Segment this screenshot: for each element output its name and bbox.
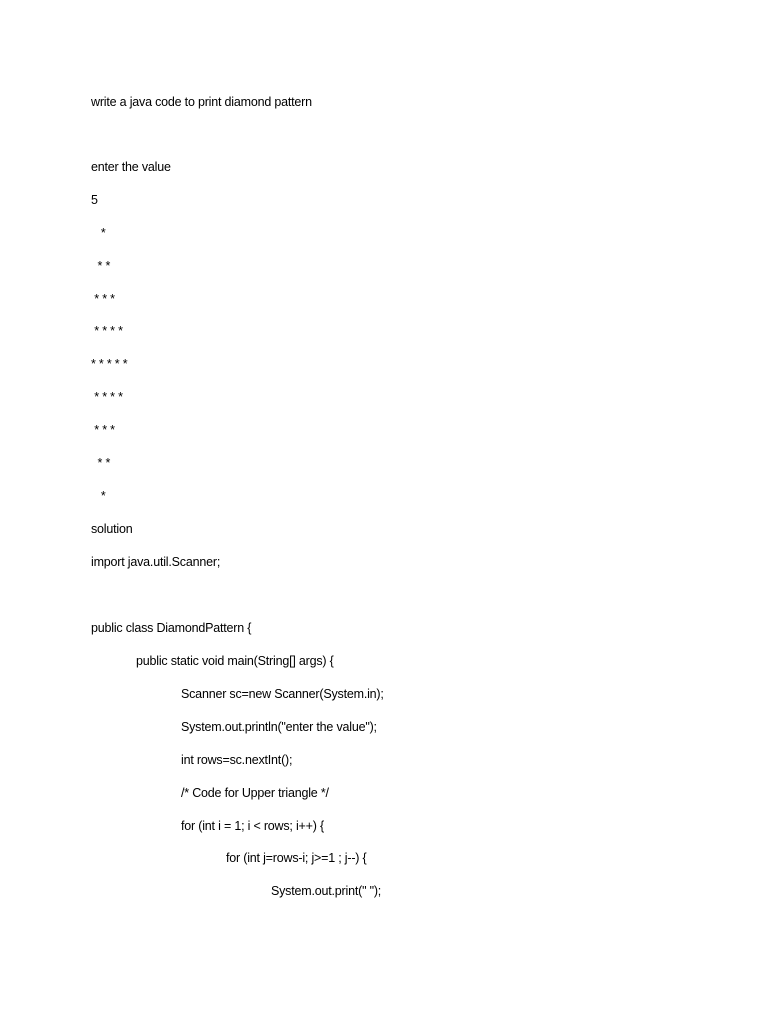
pattern-row: * * * * [91,390,123,404]
question-text: write a java code to print diamond pattern [91,95,312,109]
code-line-main-decl: public static void main(String[] args) { [136,654,334,668]
pattern-row: * [91,489,106,503]
code-line-read-rows: int rows=sc.nextInt(); [181,753,293,767]
code-line-print-space: System.out.print(" "); [271,884,382,898]
code-line-class-decl: public class DiamondPattern { [91,621,252,635]
pattern-row: * * [91,259,111,273]
pattern-row: * * * [91,423,115,437]
pattern-row: * * * [91,292,115,306]
pattern-row: * [91,226,106,240]
code-line-import: import java.util.Scanner; [91,555,221,569]
code-line-println: System.out.println("enter the value"); [181,720,377,734]
code-line-inner-for: for (int j=rows-i; j>=1 ; j--) { [226,851,367,865]
sample-input-value: 5 [91,193,98,207]
code-line-outer-for: for (int i = 1; i < rows; i++) { [181,819,324,833]
code-line-scanner: Scanner sc=new Scanner(System.in); [181,687,384,701]
solution-heading: solution [91,522,133,536]
code-line-comment: /* Code for Upper triangle */ [181,786,329,800]
pattern-row: * * * * * [91,357,128,371]
pattern-row: * * * * [91,324,123,338]
pattern-row: * * [91,456,111,470]
sample-prompt-text: enter the value [91,160,171,174]
